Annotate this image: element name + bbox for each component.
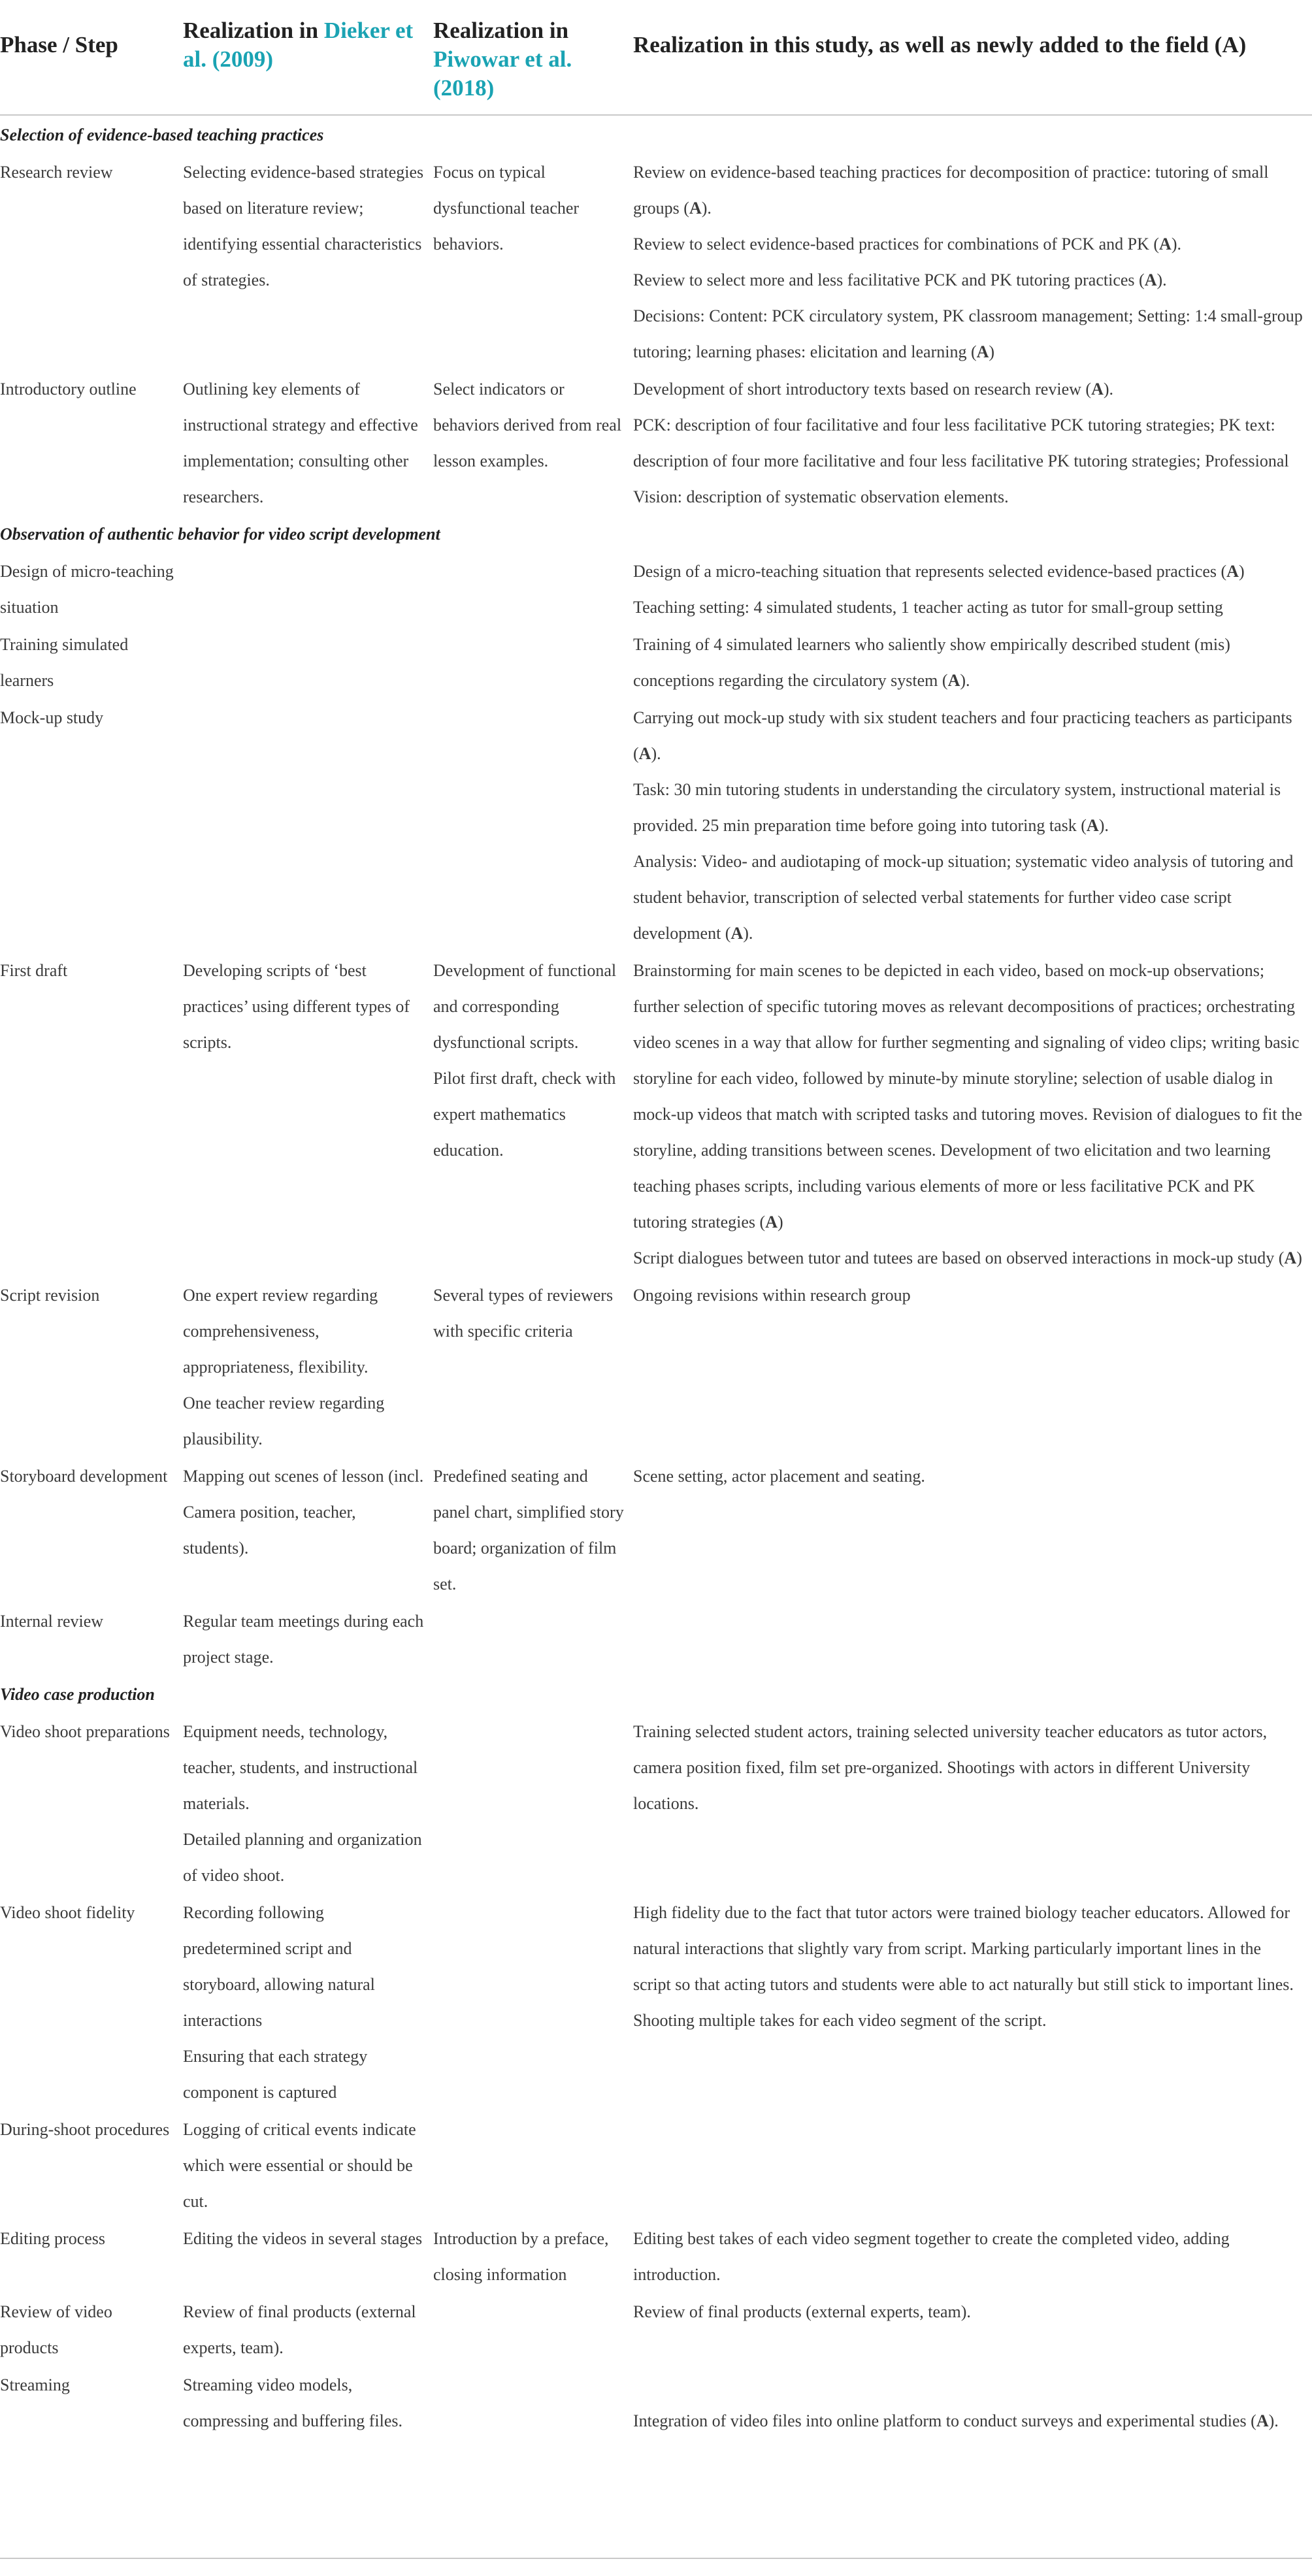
added-marker: A: [638, 744, 651, 763]
dieker-cell: [183, 2219, 433, 2292]
dieker-paragraph: Developing scripts of ‘best practices’ using different types of scripts.: [183, 961, 410, 1052]
table-body: [0, 115, 1312, 2439]
study-text: Editing best takes of each video segment together to create the completed video, adding introduction.: [633, 2229, 1230, 2284]
table-row: [0, 1893, 1312, 2110]
piwowar-paragraph: Pilot first draft, check with expert mathematics education.: [433, 1069, 616, 1160]
dieker-cell: [183, 552, 433, 625]
dieker-cell: [183, 2292, 433, 2366]
table-bottom-rule: [0, 2558, 1312, 2559]
phase-cell: Streaming: [0, 2375, 70, 2394]
study-paragraph: [633, 627, 1303, 698]
table-row: [0, 698, 1312, 951]
added-marker: A: [689, 199, 702, 218]
study-text: ).: [1171, 235, 1181, 253]
study-paragraph: [633, 154, 1303, 226]
piwowar-cell: [433, 1457, 633, 1602]
phase-cell: Training simulated learners: [0, 635, 129, 690]
piwowar-cell: [433, 698, 633, 951]
dieker-paragraph: Detailed planning and organization of video shoot.: [183, 1830, 422, 1885]
study-paragraph: [633, 1240, 1303, 1276]
phase-cell: Review of video products: [0, 2302, 112, 2357]
added-marker: A: [1144, 270, 1157, 289]
dieker-cell: [183, 1893, 433, 2110]
study-cell: [633, 370, 1312, 515]
dieker-paragraph: Ensuring that each strategy component is captured: [183, 2047, 368, 2102]
table-row: [0, 2110, 1312, 2219]
study-text: ): [989, 342, 995, 361]
added-marker: A: [976, 342, 989, 361]
study-text: Training selected student actors, training selected university teacher educators as tutor actors, camera position fixed, film set pre-organized. Shootings with actors in different University locations.: [633, 1722, 1268, 1813]
study-cell: [633, 1276, 1312, 1457]
study-text: ).: [1156, 270, 1167, 289]
study-text: ): [1238, 562, 1245, 581]
dieker-paragraph: Recording following predetermined script and storyboard, allowing natural interactions: [183, 1903, 375, 2030]
header-piwowar: Realization in Piwowar et al. (2018): [433, 16, 633, 115]
study-paragraph: [633, 2367, 1303, 2403]
header-dieker: Realization in Dieker et al. (2009): [183, 16, 433, 115]
dieker-paragraph: One teacher review regarding plausibility.: [183, 1394, 385, 1448]
comparison-table: [0, 16, 1312, 2439]
study-text: Ongoing revisions within research group: [633, 1286, 911, 1305]
study-text: Review to select more and less facilitative PCK and PK tutoring practices (: [633, 270, 1145, 289]
study-paragraph: [633, 772, 1303, 843]
study-paragraph: [633, 2294, 1303, 2330]
section-row: [0, 515, 1312, 552]
piwowar-paragraph: Select indicators or behaviors derived from real lesson examples.: [433, 380, 622, 470]
study-text: Design of a micro-teaching situation that represents selected evidence-based practices (: [633, 562, 1227, 581]
study-text: Analysis: Video- and audiotaping of mock-up situation; systematic video analysis of tutoring and student behavior, transcription of selected verbal statements for further video case script development (: [633, 852, 1294, 943]
dieker-cell: [183, 1712, 433, 1893]
phase-cell: During-shoot procedures: [0, 2120, 170, 2139]
study-paragraph: [633, 407, 1303, 515]
study-cell: [633, 625, 1312, 698]
study-paragraph: [633, 2221, 1303, 2292]
added-marker: A: [1226, 562, 1239, 581]
table-row: [0, 2219, 1312, 2292]
study-cell: [633, 1457, 1312, 1602]
table-row: [0, 370, 1312, 515]
section-title: Selection of evidence-based teaching practices: [0, 125, 324, 144]
study-paragraph: [633, 1458, 1303, 1494]
piwowar-cell: [433, 625, 633, 698]
table-header: [0, 16, 1312, 115]
study-paragraph: [633, 553, 1303, 589]
table-row: [0, 1457, 1312, 1602]
study-text: Review on evidence-based teaching practices for decomposition of practice: tutoring of small groups (: [633, 163, 1269, 218]
study-paragraph: [633, 589, 1303, 625]
study-cell: [633, 2219, 1312, 2292]
dieker-cell: [183, 625, 433, 698]
study-paragraph: [633, 2403, 1303, 2439]
phase-cell: Introductory outline: [0, 380, 137, 399]
table-row: [0, 1712, 1312, 1893]
piwowar-cell: [433, 2292, 633, 2366]
study-paragraph: [633, 953, 1303, 1240]
piwowar-cell: [433, 1712, 633, 1893]
section-title: Observation of authentic behavior for video script development: [0, 525, 440, 544]
study-cell: [633, 1712, 1312, 1893]
dieker-cell: [183, 1457, 433, 1602]
piwowar-cell: [433, 2219, 633, 2292]
table-row: [0, 552, 1312, 625]
piwowar-cell: [433, 951, 633, 1276]
study-paragraph: [633, 700, 1303, 772]
phase-cell: First draft: [0, 961, 68, 980]
study-cell: [633, 2110, 1312, 2219]
phase-cell: Internal review: [0, 1612, 104, 1631]
study-text: ).: [960, 671, 970, 690]
added-marker: A: [1091, 380, 1104, 399]
piwowar-cell: [433, 552, 633, 625]
section-row: [0, 1675, 1312, 1712]
dieker-cell: [183, 1602, 433, 1675]
study-cell: [633, 153, 1312, 370]
table-row: [0, 2366, 1312, 2439]
table-row: [0, 1602, 1312, 1675]
phase-cell: Editing process: [0, 2229, 106, 2248]
dieker-paragraph: Equipment needs, technology, teacher, students, and instructional materials.: [183, 1722, 418, 1813]
study-paragraph: [633, 371, 1303, 407]
study-text: Training of 4 simulated learners who saliently show empirically described student (mis) conceptions regarding the circulatory system (: [633, 635, 1230, 690]
dieker-paragraph: Mapping out scenes of lesson (incl. Camera position, teacher, students).: [183, 1467, 424, 1557]
study-cell: [633, 552, 1312, 625]
study-text: Teaching setting: 4 simulated students, 1 teacher acting as tutor for small-group setting: [633, 598, 1223, 617]
table-row: [0, 1276, 1312, 1457]
study-text: ): [777, 1213, 783, 1231]
table-row: [0, 625, 1312, 698]
study-text: Integration of video files into online platform to conduct surveys and experimental studies (: [633, 2411, 1256, 2430]
study-cell: [633, 698, 1312, 951]
study-text: ).: [1103, 380, 1114, 399]
added-marker: A: [765, 1213, 778, 1231]
study-cell: [633, 951, 1312, 1276]
study-text: ): [1296, 1248, 1302, 1267]
study-text: Scene setting, actor placement and seating.: [633, 1467, 925, 1486]
section-row: [0, 115, 1312, 153]
citation-link-dieker[interactable]: Dieker et al. (2009): [183, 18, 414, 72]
study-paragraph: [633, 262, 1303, 298]
study-cell: [633, 2366, 1312, 2439]
study-text: Review of final products (external experts, team).: [633, 2302, 971, 2321]
dieker-paragraph: Selecting evidence-based strategies based on literature review; identifying essential characteristics of strategies.: [183, 163, 424, 289]
phase-cell: Script revision: [0, 1286, 100, 1305]
phase-cell: Design of micro-teaching situation: [0, 562, 174, 617]
phase-cell: Storyboard development: [0, 1467, 168, 1486]
study-text: ).: [651, 744, 661, 763]
piwowar-cell: [433, 370, 633, 515]
dieker-cell: [183, 1276, 433, 1457]
added-marker: A: [1256, 2411, 1269, 2430]
study-text: Task: 30 min tutoring students in understanding the circulatory system, instructional material is provided. 25 min preparation time before going into tutoring task (: [633, 780, 1281, 835]
table-row: [0, 153, 1312, 370]
added-marker: A: [1086, 816, 1099, 835]
dieker-cell: [183, 951, 433, 1276]
piwowar-paragraph: Predefined seating and panel chart, simplified story board; organization of film set.: [433, 1467, 624, 1593]
header-phase: Phase / Step: [0, 16, 183, 115]
study-paragraph: [633, 1895, 1303, 2038]
table-row: [0, 951, 1312, 1276]
study-text: Review to select evidence-based practices for combinations of PCK and PK (: [633, 235, 1160, 253]
dieker-cell: [183, 698, 433, 951]
added-marker: A: [730, 924, 744, 943]
piwowar-paragraph: Several types of reviewers with specific criteria: [433, 1286, 614, 1341]
dieker-paragraph: Regular team meetings during each project stage.: [183, 1612, 424, 1667]
dieker-paragraph: One expert review regarding comprehensiveness, appropriateness, flexibility.: [183, 1286, 378, 1377]
phase-cell: Mock-up study: [0, 708, 104, 727]
citation-link-piwowar[interactable]: Piwowar et al. (2018): [433, 46, 572, 101]
piwowar-paragraph: Focus on typical dysfunctional teacher behaviors.: [433, 163, 580, 253]
phase-cell: Video shoot preparations: [0, 1722, 170, 1741]
piwowar-cell: [433, 2110, 633, 2219]
study-paragraph: [633, 1714, 1303, 1821]
dieker-cell: [183, 2366, 433, 2439]
piwowar-cell: [433, 153, 633, 370]
dieker-cell: [183, 370, 433, 515]
study-text: Decisions: Content: PCK circulatory system, PK classroom management; Setting: 1:4 small-group tutoring; learning phases: elicitation and learning (: [633, 306, 1303, 361]
piwowar-paragraph: Development of functional and corresponding dysfunctional scripts.: [433, 961, 617, 1052]
piwowar-cell: [433, 2366, 633, 2439]
study-text: Development of short introductory texts based on research review (: [633, 380, 1092, 399]
study-text: ).: [1268, 2411, 1279, 2430]
dieker-paragraph: Editing the videos in several stages: [183, 2229, 423, 2248]
phase-cell: Research review: [0, 163, 113, 182]
study-cell: [633, 1893, 1312, 2110]
added-marker: A: [1284, 1248, 1297, 1267]
table-row: [0, 2292, 1312, 2366]
dieker-paragraph: Logging of critical events indicate which were essential or should be cut.: [183, 2120, 416, 2211]
dieker-paragraph: Streaming video models, compressing and buffering files.: [183, 2375, 402, 2430]
study-text: ).: [701, 199, 712, 218]
section-title: Video case production: [0, 1685, 155, 1704]
piwowar-cell: [433, 1893, 633, 2110]
study-text: ).: [743, 924, 753, 943]
study-text: High fidelity due to the fact that tutor actors were trained biology teacher educators. Allowed for natural interactions that slightly vary from script. Marking particularly important lines in the script so that acting tutors and students were able to act naturally but still stick to important lines. Shooting multiple takes for each video segment of the script.: [633, 1903, 1294, 2030]
added-marker: A: [947, 671, 960, 690]
header-this-study: Realization in this study, as well as newly added to the field (A): [633, 16, 1312, 115]
study-text: Script dialogues between tutor and tutees are based on observed interactions in mock-up study (: [633, 1248, 1285, 1267]
dieker-cell: [183, 153, 433, 370]
piwowar-cell: [433, 1276, 633, 1457]
dieker-cell: [183, 2110, 433, 2219]
study-paragraph: [633, 1277, 1303, 1313]
added-marker: A: [1159, 235, 1172, 253]
study-paragraph: [633, 298, 1303, 370]
study-cell: [633, 1602, 1312, 1675]
dieker-paragraph: Review of final products (external experts, team).: [183, 2302, 416, 2357]
phase-cell: Video shoot fidelity: [0, 1903, 135, 1922]
study-text: ).: [1098, 816, 1109, 835]
dieker-paragraph: Outlining key elements of instructional strategy and effective implementation; consulting other researchers.: [183, 380, 418, 506]
study-text: Brainstorming for main scenes to be depicted in each video, based on mock-up observations; further selection of specific tutoring moves as relevant decompositions of practices; orchestrating video scenes in a way that allow for further segmenting and signaling of video clips; writing basic storyline for each video, followed by minute-by minute storyline; selection of usable dialog in mock-up videos that match with scripted tasks and tutoring moves. Revision of dialogues to fit the storyline, adding transitions between scenes. Development of two elicitation and two learning teaching phases scripts, including various elements of more or less facilitative PCK and PK tutoring strategies (: [633, 961, 1302, 1231]
piwowar-paragraph: Introduction by a preface, closing information: [433, 2229, 609, 2284]
study-paragraph: [633, 226, 1303, 262]
piwowar-cell: [433, 1602, 633, 1675]
study-text: Carrying out mock-up study with six student teachers and four practicing teachers as participants (: [633, 708, 1292, 763]
study-text: PCK: description of four facilitative and four less facilitative PCK tutoring strategies; PK text: description of four more facilitative and four less facilitative PK tutoring strategies; Professional Vision: description of systematic observation elements.: [633, 416, 1289, 506]
study-paragraph: [633, 843, 1303, 951]
study-cell: [633, 2292, 1312, 2366]
